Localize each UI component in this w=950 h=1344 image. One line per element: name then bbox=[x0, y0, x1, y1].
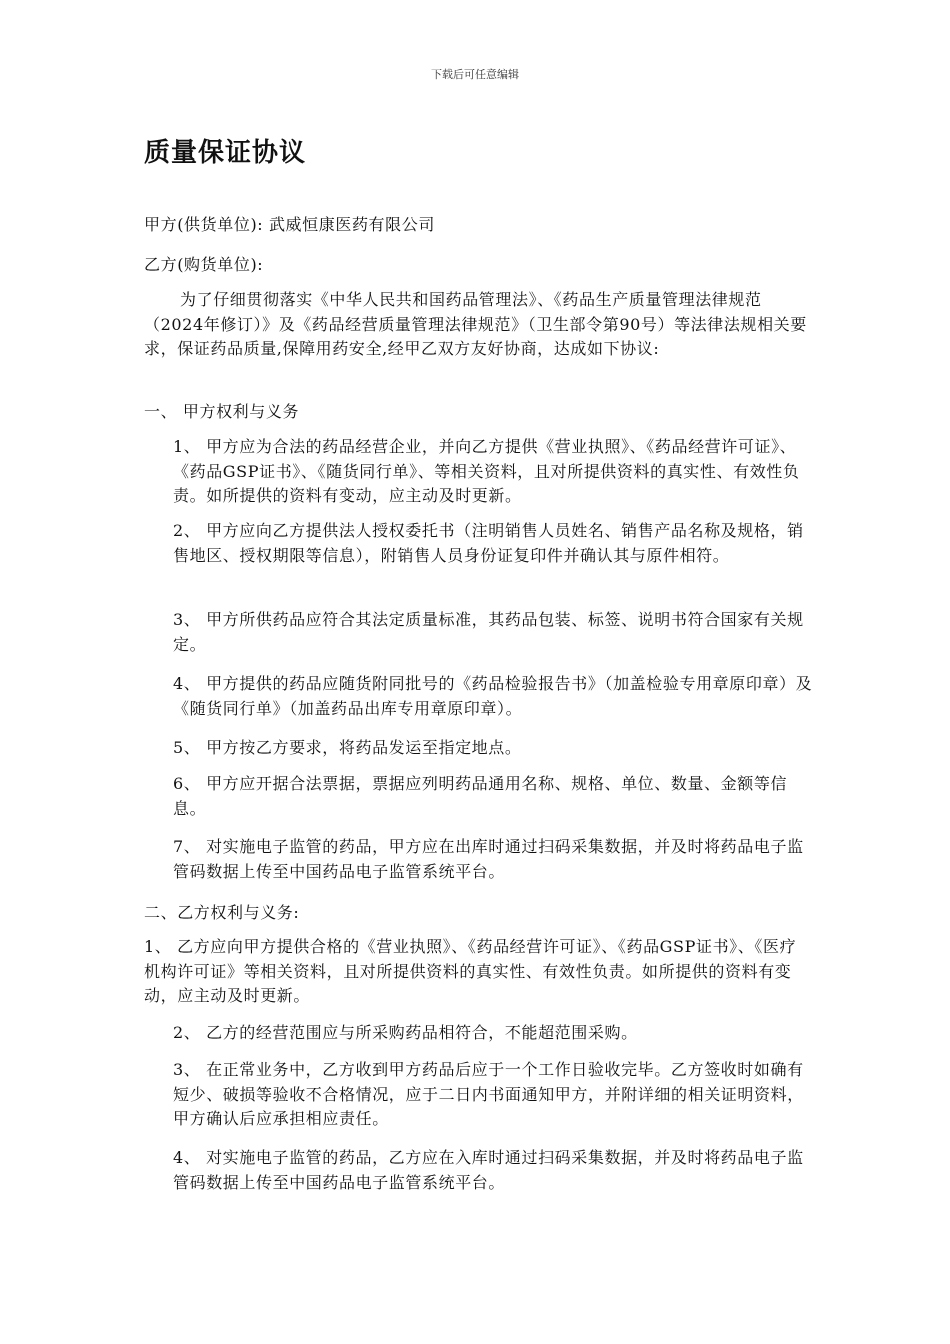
party-a-line: 甲方(供货单位): 武威恒康医药有限公司 bbox=[144, 215, 435, 234]
download-note: 下载后可任意编辑 bbox=[431, 68, 519, 81]
section-1-item: 7、 对实施电子监管的药品，甲方应在出库时通过扫码采集数据，并及时将药品电子监管码数据上传至中国药品电子监管系统平台。 bbox=[173, 837, 804, 881]
section-1-item: 4、 甲方提供的药品应随货附同批号的《药品检验报告书》（加盖检验专用章原印章）及《随货同行单》（加盖药品出库专用章原印章）。 bbox=[173, 674, 813, 718]
party-b-line: 乙方(购货单位): bbox=[144, 255, 264, 274]
section-1-item: 5、 甲方按乙方要求，将药品发运至指定地点。 bbox=[173, 738, 522, 757]
intro-paragraph: 为了仔细贯彻落实《中华人民共和国药品管理法》、《药品生产质量管理法律规范（2024年修订）》及《药品经营质量管理法律规范》（卫生部令第90号）等法律法规相关要求，保证药品质量,保障用药安全,经甲乙双方友好协商，达成如下协议: bbox=[144, 290, 807, 358]
section-2-item: 1、 乙方应向甲方提供合格的《营业执照》、《药品经营许可证》、《药品GSP证书》、《医疗机构许可证》等相关资料，且对所提供资料的真实性、有效性负责。如所提供的资料有变动，应主动及时更新。 bbox=[144, 937, 797, 1005]
section-1-item: 6、 甲方应开据合法票据，票据应列明药品通用名称、规格、单位、数量、金额等信息。 bbox=[173, 774, 788, 818]
section-2-item: 2、 乙方的经营范围应与所采购药品相符合，不能超范围采购。 bbox=[173, 1023, 638, 1042]
document-title: 质量保证协议 bbox=[144, 138, 307, 168]
section-1-item: 1、 甲方应为合法的药品经营企业，并向乙方提供《营业执照》、《药品经营许可证》、《药品GSP证书》、《随货同行单》、等相关资料，且对所提供资料的真实性、有效性负责。如所提供的资料有变动，应主动及时更新。 bbox=[173, 437, 800, 505]
section-2-item: 4、 对实施电子监管的药品，乙方应在入库时通过扫码采集数据，并及时将药品电子监管码数据上传至中国药品电子监管系统平台。 bbox=[173, 1148, 804, 1192]
section-1-item: 2、 甲方应向乙方提供法人授权委托书（注明销售人员姓名、销售产品名称及规格，销售地区、授权期限等信息），附销售人员身份证复印件并确认其与原件相符。 bbox=[173, 521, 804, 565]
section-1-heading: 一、 甲方权利与义务 bbox=[144, 402, 300, 421]
section-2-heading: 二、乙方权利与义务: bbox=[144, 903, 300, 922]
section-2-item: 3、 在正常业务中，乙方收到甲方药品后应于一个工作日验收完毕。乙方签收时如确有短少、破损等验收不合格情况，应于二日内书面通知甲方，并附详细的相关证明资料，甲方确认后应承担相应责任。 bbox=[173, 1060, 804, 1128]
section-1-item: 3、 甲方所供药品应符合其法定质量标准，其药品包装、标签、说明书符合国家有关规定。 bbox=[173, 610, 804, 654]
